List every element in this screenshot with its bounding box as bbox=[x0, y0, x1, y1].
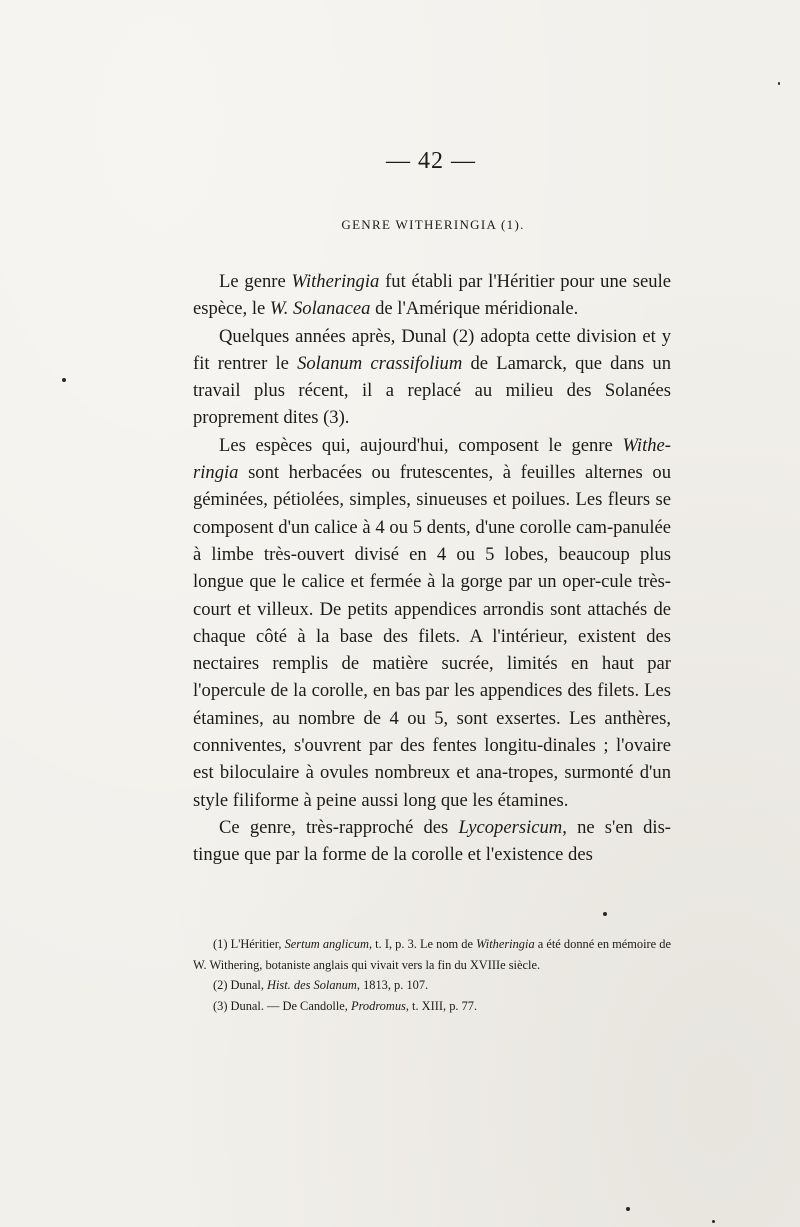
italic-run: Lycopersicum bbox=[458, 816, 563, 838]
italic-run: Prodromus bbox=[351, 998, 406, 1013]
paper-speck bbox=[626, 1207, 630, 1211]
paragraph bbox=[193, 323, 671, 432]
paragraph bbox=[193, 814, 671, 869]
text-run: fut établi par l'Héritier pour une seule espèce, le bbox=[193, 271, 671, 320]
italic-run: Hist. des Solanum bbox=[267, 978, 357, 992]
text-run: Les espèces qui, aujourd'hui, composent le genre bbox=[219, 434, 623, 456]
italic-run: Witheringia bbox=[476, 937, 535, 951]
text-run: , ne s'en dis-tingue que par la forme de la corolle et l'existence des bbox=[193, 816, 671, 866]
footnote bbox=[193, 996, 671, 1017]
italic-run: Sertum anglicum bbox=[284, 937, 369, 951]
italic-run: W. Solanacea bbox=[269, 298, 371, 320]
italic-run: Solanum crassifolium bbox=[297, 352, 463, 374]
footnotes bbox=[193, 934, 671, 1016]
paragraph bbox=[193, 432, 671, 814]
text-run: sont herbacées ou frutescentes, à feuilles alternes ou géminées, pétiolées, simples, sinueuses et poilues. Les fleurs se composent d'un calice à 4 ou 5 dents, d'une corolle cam-panulée à limbe très-ouvert divisé en 4 ou 5 lobes, beaucoup plus longue que le calice et fermée à la gorge par un oper-cule très-court et villeux. De petits appendices arrondis sont attachés de chaque côté à la base des filets. A l'intérieur, existent des nectaires remplis de matière sucrée, limités en haut par l'opercule de la corolle, en bas par les appendices des filets. Les étamines, au nombre de 4 ou 5, sont exsertes. Les anthères, conniventes, s'ouvrent par des fentes longitu-dinales ; l'ovaire est biloculaire à ovules nombreux et ana-tropes, surmonté d'un style filiforme à peine aussi long que les étamines. bbox=[193, 462, 671, 811]
text-run: de Lamarck, que dans un travail plus récent, il a replacé au milieu des Solanées proprement dites (3). bbox=[193, 352, 672, 429]
text-run: de l'Amérique méridionale. bbox=[370, 298, 579, 320]
paper-speck bbox=[62, 378, 66, 382]
paper-speck bbox=[712, 1220, 715, 1223]
paper-speck bbox=[778, 82, 780, 85]
text-run: Ce genre, très-rapproché des bbox=[219, 816, 459, 838]
text-run: Le genre bbox=[219, 271, 292, 292]
italic-run: Withe-ringia bbox=[193, 434, 671, 484]
footnote bbox=[193, 975, 671, 996]
footnote bbox=[193, 934, 671, 975]
section-title: GENRE WITHERINGIA (1). bbox=[341, 217, 525, 232]
text-run: , 1813, p. 107. bbox=[356, 978, 429, 992]
text-run: (2) Dunal, bbox=[213, 978, 268, 992]
text-run: (1) L'Héritier, bbox=[213, 937, 285, 951]
paragraph bbox=[193, 268, 671, 323]
body-text bbox=[193, 268, 671, 869]
page-number: — 42 — bbox=[386, 148, 476, 174]
text-run: , t. I, p. 3. Le nom de bbox=[368, 937, 477, 951]
text-run: Quelques années après, Dunal (2) adopta cette division et y fit rentrer le bbox=[193, 325, 671, 374]
text-run: , t. XIII, p. 77. bbox=[405, 998, 478, 1013]
text-run: a été donné en mémoire de W. Withering, botaniste anglais qui vivait vers la fin du XVIIIe siècle. bbox=[193, 937, 671, 972]
italic-run: Witheringia bbox=[291, 271, 380, 292]
paper-speck bbox=[603, 912, 607, 916]
text-run: (3) Dunal. — De Candolle, bbox=[213, 998, 351, 1013]
